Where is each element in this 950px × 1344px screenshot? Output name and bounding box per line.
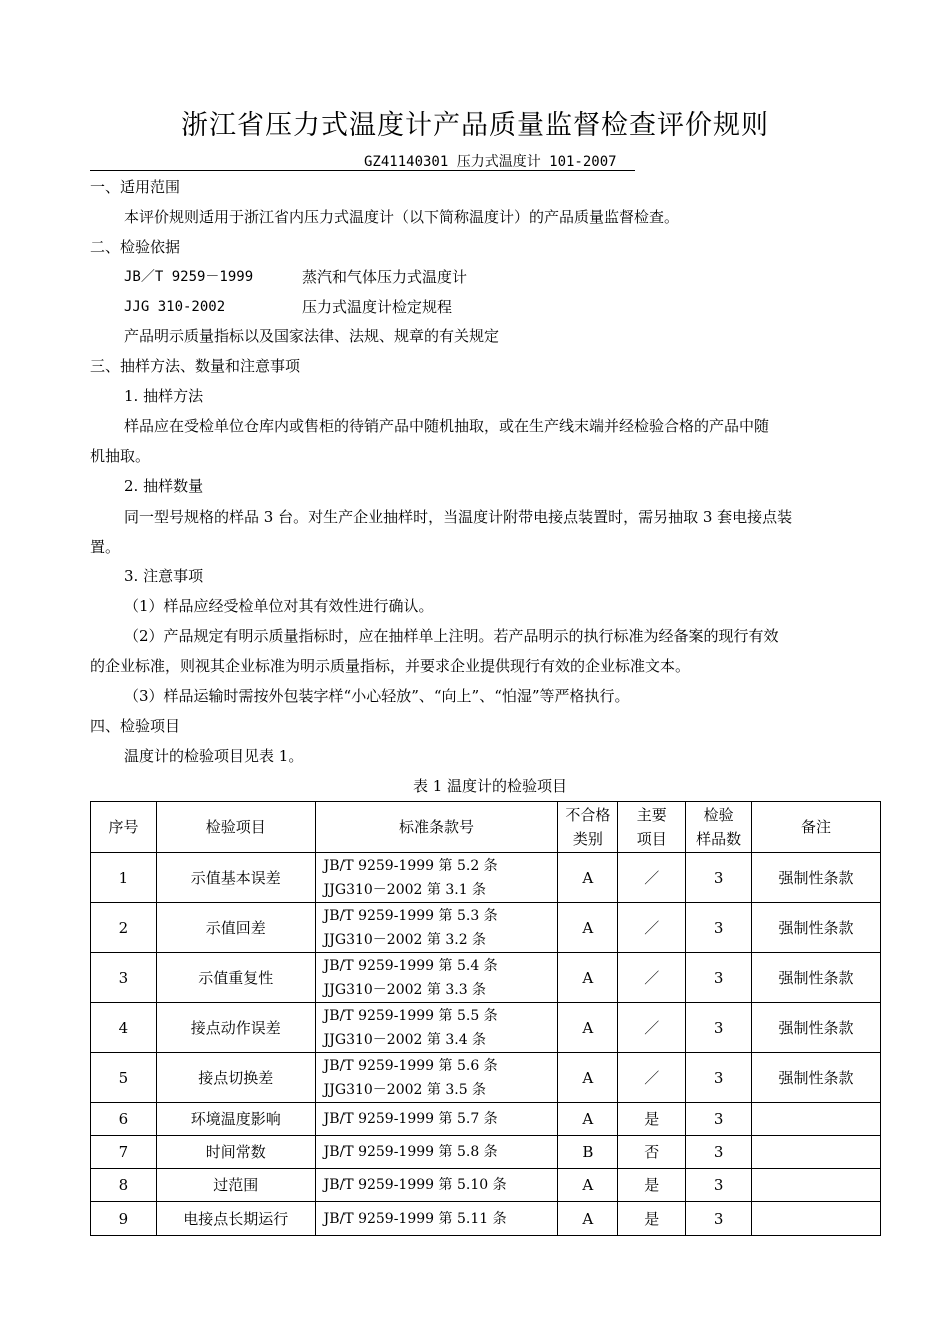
document-code: GZ41140301 压力式温度计 101-2007 <box>364 154 617 170</box>
cell-category: A <box>558 1202 618 1236</box>
cell-samples: 3 <box>686 1202 752 1236</box>
cell-note <box>752 1103 881 1136</box>
cell-clause <box>315 1136 558 1169</box>
cell-category: A <box>558 853 618 903</box>
sampling-quantity-line-2: 置。 <box>90 538 121 556</box>
reference-2-name: 压力式温度计检定规程 <box>302 298 453 316</box>
cell-clause <box>315 953 558 1003</box>
clause-line: JJG310－2002 第 3.3 条 <box>323 981 487 998</box>
cell-category: A <box>558 953 618 1003</box>
header-clause: 标准条款号 <box>315 802 558 853</box>
section-4-text: 温度计的检验项目见表 1。 <box>124 747 304 765</box>
note-item-2-line-2: 的企业标准，则视其企业标准为明示质量指标，并要求企业提供现行有效的企业标准文本。 <box>90 657 691 675</box>
sampling-method-line-2: 机抽取。 <box>90 447 151 465</box>
note-item-3: （3）样品运输时需按外包装字样“小心轻放”、“向上”、“怕湿”等严格执行。 <box>124 687 630 705</box>
cell-category: A <box>558 1053 618 1103</box>
cell-note <box>752 1136 881 1169</box>
cell-note: 强制性条款 <box>752 853 881 903</box>
cell-item: 接点切换差 <box>156 1053 315 1103</box>
cell-item: 时间常数 <box>156 1136 315 1169</box>
cell-seq: 1 <box>91 853 157 903</box>
cell-major: ／ <box>618 1003 686 1053</box>
header-samples: 检验 样品数 <box>686 802 752 853</box>
cell-major: 否 <box>618 1136 686 1169</box>
cell-clause <box>315 1053 558 1103</box>
notes-heading: 3. 注意事项 <box>124 567 204 585</box>
note-item-1: （1）样品应经受检单位对其有效性进行确认。 <box>124 597 434 615</box>
document-title: 浙江省压力式温度计产品质量监督检查评价规则 <box>181 110 769 141</box>
section-4-heading: 四、检验项目 <box>90 717 181 735</box>
cell-category: B <box>558 1136 618 1169</box>
clause-line: JJG310－2002 第 3.1 条 <box>323 881 487 898</box>
cell-item: 环境温度影响 <box>156 1103 315 1136</box>
inspection-items-table <box>90 801 881 1236</box>
cell-samples: 3 <box>686 953 752 1003</box>
cell-category: A <box>558 1003 618 1053</box>
section-2-text: 产品明示质量指标以及国家法律、法规、规章的有关规定 <box>124 327 500 345</box>
cell-major: ／ <box>618 853 686 903</box>
table-row <box>91 903 881 953</box>
cell-clause <box>315 1003 558 1053</box>
table-row <box>91 1169 881 1202</box>
sampling-quantity-heading: 2. 抽样数量 <box>124 477 204 495</box>
cell-major: 是 <box>618 1202 686 1236</box>
cell-item: 示值回差 <box>156 903 315 953</box>
cell-major: ／ <box>618 953 686 1003</box>
cell-note: 强制性条款 <box>752 1053 881 1103</box>
table-row <box>91 1136 881 1169</box>
cell-seq: 7 <box>91 1136 157 1169</box>
cell-samples: 3 <box>686 1053 752 1103</box>
cell-note <box>752 1202 881 1236</box>
header-item: 检验项目 <box>156 802 315 853</box>
cell-samples: 3 <box>686 903 752 953</box>
table-row <box>91 1103 881 1136</box>
cell-samples: 3 <box>686 853 752 903</box>
table-header-row <box>91 802 881 853</box>
cell-note: 强制性条款 <box>752 903 881 953</box>
cell-seq: 6 <box>91 1103 157 1136</box>
cell-item: 过范围 <box>156 1169 315 1202</box>
cell-seq: 8 <box>91 1169 157 1202</box>
clause-line: JB/T 9259-1999 第 5.5 条 <box>323 1007 498 1024</box>
cell-item: 示值重复性 <box>156 953 315 1003</box>
table-row <box>91 1003 881 1053</box>
note-item-2-line-1: （2）产品规定有明示质量指标时，应在抽样单上注明。若产品明示的执行标准为经备案的现行有效 <box>124 627 779 645</box>
clause-line: JB/T 9259-1999 第 5.6 条 <box>323 1057 498 1074</box>
reference-1-name: 蒸汽和气体压力式温度计 <box>302 268 468 286</box>
header-seq: 序号 <box>91 802 157 853</box>
cell-seq: 2 <box>91 903 157 953</box>
cell-samples: 3 <box>686 1003 752 1053</box>
cell-seq: 3 <box>91 953 157 1003</box>
sampling-method-heading: 1. 抽样方法 <box>124 387 204 405</box>
section-1-heading: 一、适用范围 <box>90 178 181 196</box>
table-caption: 表 1 温度计的检验项目 <box>412 777 568 795</box>
clause-line: JB/T 9259-1999 第 5.11 条 <box>323 1210 507 1227</box>
clause-line: JJG310－2002 第 3.5 条 <box>323 1081 487 1098</box>
clause-line: JB/T 9259-1999 第 5.4 条 <box>323 957 498 974</box>
cell-clause <box>315 1169 558 1202</box>
sampling-quantity-line-1: 同一型号规格的样品 3 台。对生产企业抽样时，当温度计附带电接点装置时，需另抽取 3 套电接点装 <box>124 508 793 526</box>
cell-samples: 3 <box>686 1103 752 1136</box>
reference-1-code: JB／T 9259－1999 <box>124 269 254 285</box>
section-1-text: 本评价规则适用于浙江省内压力式温度计（以下简称温度计）的产品质量监督检查。 <box>124 208 680 226</box>
cell-major: 是 <box>618 1169 686 1202</box>
section-2-heading: 二、检验依据 <box>90 238 181 256</box>
table-row <box>91 953 881 1003</box>
cell-item: 示值基本误差 <box>156 853 315 903</box>
clause-line: JB/T 9259-1999 第 5.2 条 <box>323 857 498 874</box>
cell-category: A <box>558 1169 618 1202</box>
cell-seq: 4 <box>91 1003 157 1053</box>
cell-category: A <box>558 903 618 953</box>
table-row <box>91 1053 881 1103</box>
cell-clause <box>315 1202 558 1236</box>
reference-2-code: JJG 310-2002 <box>124 299 226 315</box>
header-note: 备注 <box>752 802 881 853</box>
section-3-heading: 三、抽样方法、数量和注意事项 <box>90 357 301 375</box>
cell-category: A <box>558 1103 618 1136</box>
cell-major: ／ <box>618 1053 686 1103</box>
clause-line: JJG310－2002 第 3.2 条 <box>323 931 487 948</box>
cell-clause <box>315 1103 558 1136</box>
table-row <box>91 853 881 903</box>
cell-item: 接点动作误差 <box>156 1003 315 1053</box>
sampling-method-line-1: 样品应在受检单位仓库内或售柜的待销产品中随机抽取，或在生产线末端并经检验合格的产品中随 <box>124 417 770 435</box>
cell-note: 强制性条款 <box>752 1003 881 1053</box>
table-row <box>91 1202 881 1236</box>
clause-line: JJG310－2002 第 3.4 条 <box>323 1031 487 1048</box>
cell-clause <box>315 903 558 953</box>
header-major: 主要 项目 <box>618 802 686 853</box>
cell-clause <box>315 853 558 903</box>
table-body <box>91 853 881 1236</box>
cell-samples: 3 <box>686 1169 752 1202</box>
cell-item: 电接点长期运行 <box>156 1202 315 1236</box>
clause-line: JB/T 9259-1999 第 5.7 条 <box>323 1111 498 1127</box>
cell-major: 是 <box>618 1103 686 1136</box>
cell-note <box>752 1169 881 1202</box>
clause-line: JB/T 9259-1999 第 5.10 条 <box>323 1177 507 1193</box>
cell-note: 强制性条款 <box>752 953 881 1003</box>
clause-line: JB/T 9259-1999 第 5.8 条 <box>323 1144 498 1160</box>
cell-seq: 5 <box>91 1053 157 1103</box>
cell-samples: 3 <box>686 1136 752 1169</box>
header-category: 不合格 类别 <box>558 802 618 853</box>
cell-seq: 9 <box>91 1202 157 1236</box>
cell-major: ／ <box>618 903 686 953</box>
clause-line: JB/T 9259-1999 第 5.3 条 <box>323 907 498 924</box>
